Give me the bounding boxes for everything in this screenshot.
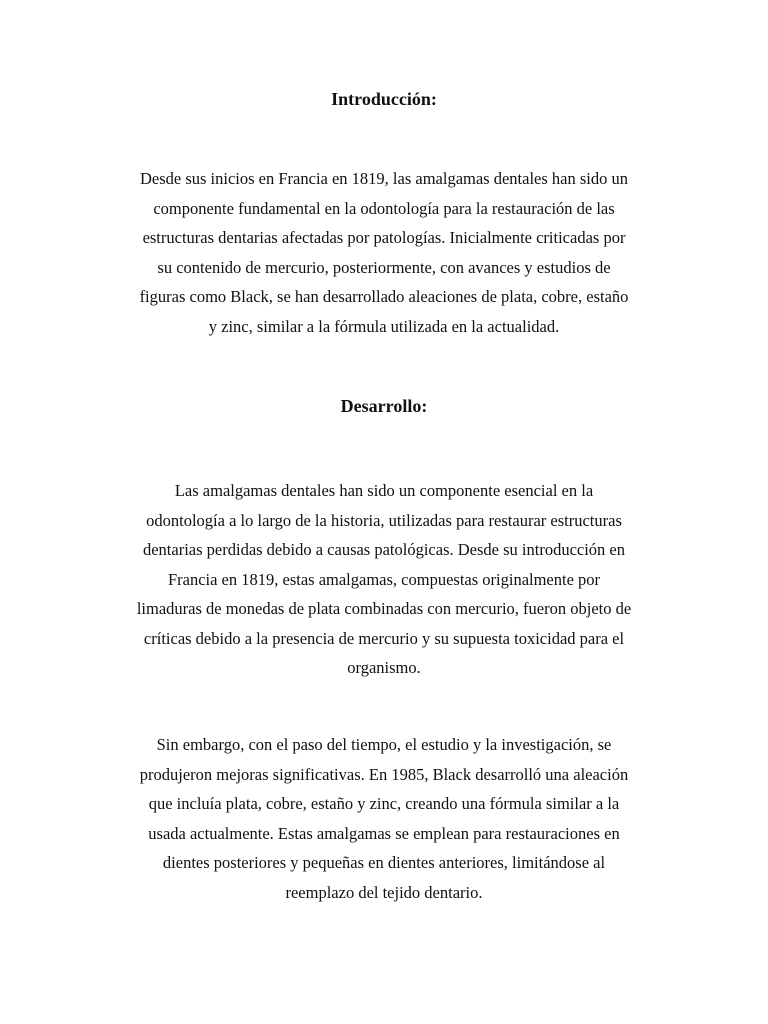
paragraph-line: Francia en 1819, estas amalgamas, compuestas originalmente por	[167, 569, 601, 589]
paragraph-line: limaduras de monedas de plata combinadas con mercurio, fueron objeto de	[136, 599, 632, 618]
paragraph-line: componente fundamental en la odontología para la restauración de las	[153, 198, 615, 218]
section-heading-desarrollo: Desarrollo:	[340, 396, 428, 416]
paragraph-line: dientes posteriores y pequeñas en dientes anteriores, limitándose al	[162, 853, 606, 872]
paragraph-introduccion	[0, 164, 768, 341]
paragraph-desarrollo-2	[0, 730, 768, 907]
paragraph-line: y zinc, similar a la fórmula utilizada en la actualidad.	[208, 316, 560, 336]
paragraph-line: figuras como Black, se han desarrollado aleaciones de plata, cobre, estaño	[139, 287, 629, 306]
paragraph-line: produjeron mejoras significativas. En 1985, Black desarrolló una aleación	[139, 764, 629, 784]
paragraph-line: odontología a lo largo de la historia, utilizadas para restaurar estructuras	[146, 510, 622, 530]
paragraph-line: que incluía plata, cobre, estaño y zinc, creando una fórmula similar a la	[148, 794, 620, 813]
paragraph-line: reemplazo del tejido dentario.	[285, 882, 483, 902]
section-heading-introduccion: Introducción:	[331, 89, 437, 109]
paragraph-line: Desde sus inicios en Francia en 1819, las amalgamas dentales han sido un	[139, 169, 628, 188]
paragraph-line: estructuras dentarias afectadas por patologías. Inicialmente criticadas por	[142, 228, 626, 247]
paragraph-line: su contenido de mercurio, posteriormente, con avances y estudios de	[157, 257, 611, 277]
paragraph-line: Las amalgamas dentales han sido un componente esencial en la	[174, 481, 594, 500]
paragraph-line: Sin embargo, con el paso del tiempo, el estudio y la investigación, se	[156, 735, 612, 754]
paragraph-line: organismo.	[347, 658, 421, 677]
paragraph-line: usada actualmente. Estas amalgamas se emplean para restauraciones en	[148, 823, 620, 843]
paragraph-line: críticas debido a la presencia de mercurio y su supuesta toxicidad para el	[143, 628, 625, 648]
paragraph-desarrollo-1	[0, 476, 768, 683]
paragraph-line: dentarias perdidas debido a causas patológicas. Desde su introducción en	[142, 540, 625, 559]
